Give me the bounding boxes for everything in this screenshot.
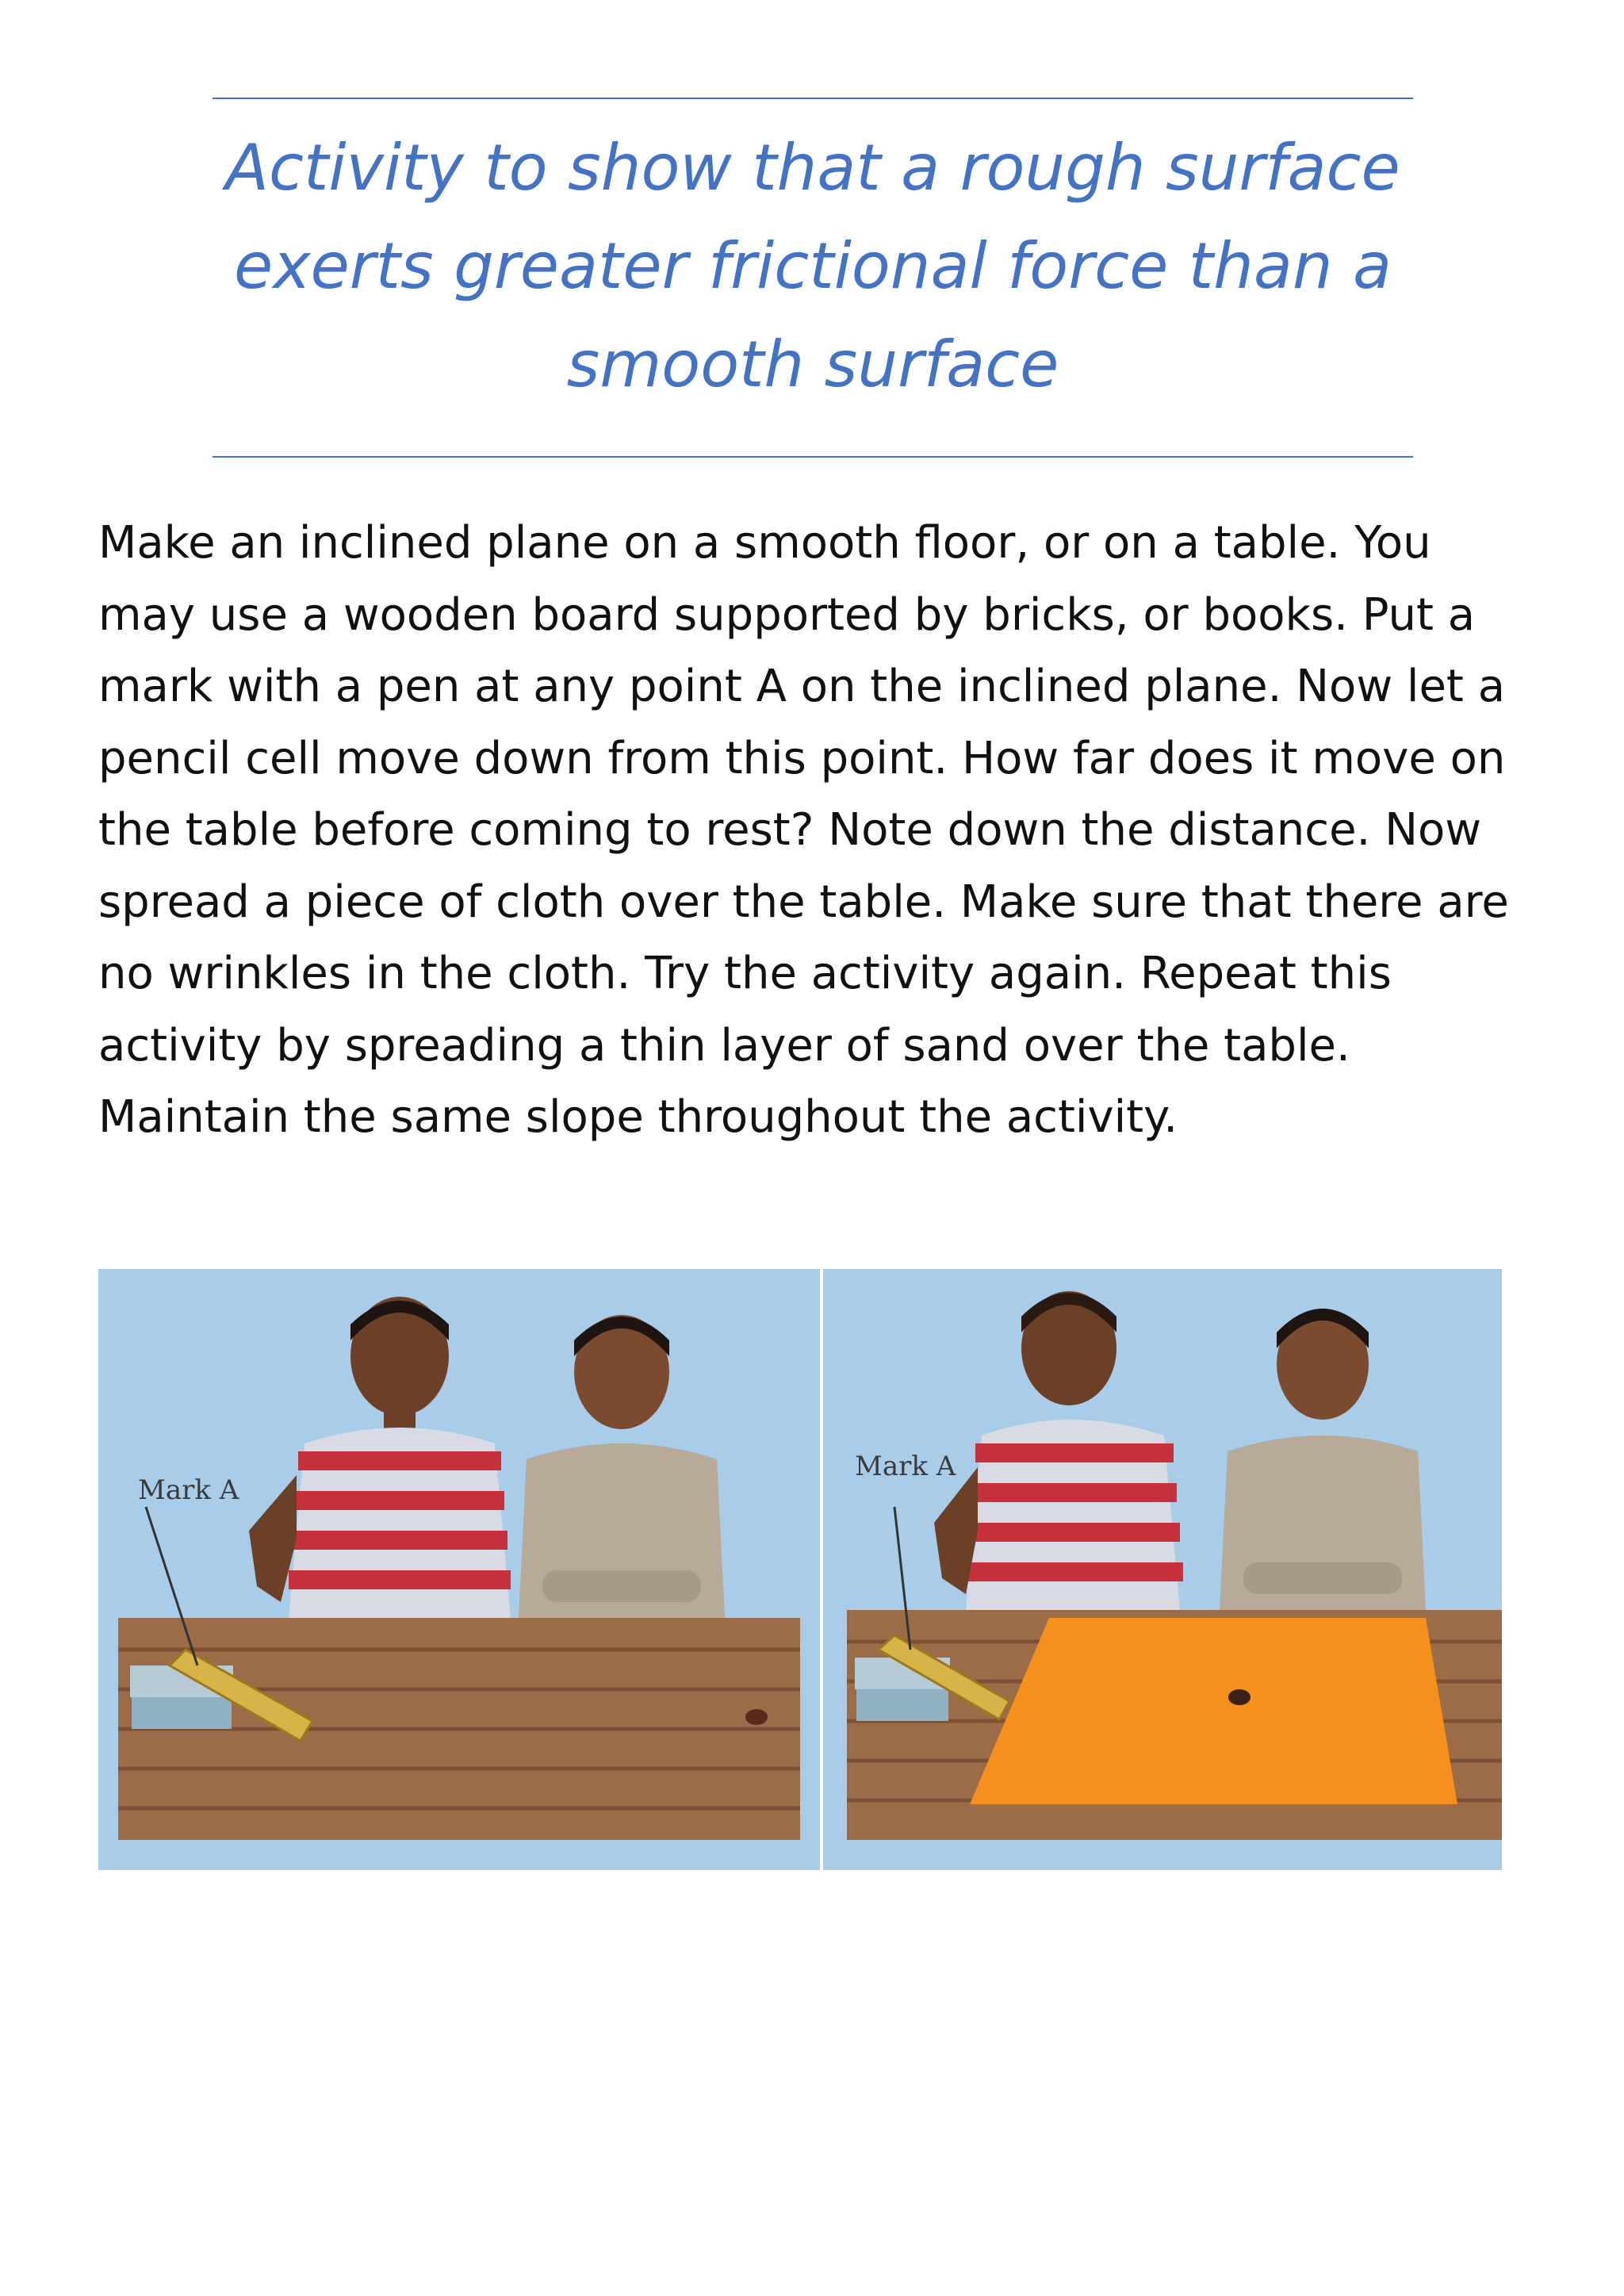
title-top-rule [213, 98, 1413, 99]
figure-bare-table-illustration [98, 1269, 820, 1870]
page-title: Activity to show that a rough surface exerts greater frictional force than a smooth surface [225, 131, 1400, 401]
title-bottom-rule [213, 456, 1413, 458]
cloth-sheet [970, 1618, 1457, 1804]
figure-cloth-table-illustration [823, 1269, 1502, 1870]
figure-bare-table [98, 1269, 820, 1870]
pencil-cell [745, 1709, 768, 1725]
pencil-cell [1228, 1689, 1251, 1705]
activity-paragraph: Make an inclined plane on a smooth floor, or on a table. You may use a wooden board supported by bricks, or books. Put a mark with a pen at any point A on the inclined plane. Now let a pencil cell move down from this point. How far does it move on the table before coming to rest? Note down the distance. Now spread a piece of cloth over the table. Make sure that there are no wrinkles in the cloth. Try the activity again. Repeat this activity by spreading a thin layer of sand over the table. Maintain the same slope throughout the activity. [98, 517, 1509, 1143]
mark-a-label: Mark A [138, 1474, 239, 1506]
figure-cloth-table [823, 1269, 1502, 1870]
mark-a-label: Mark A [855, 1451, 956, 1482]
